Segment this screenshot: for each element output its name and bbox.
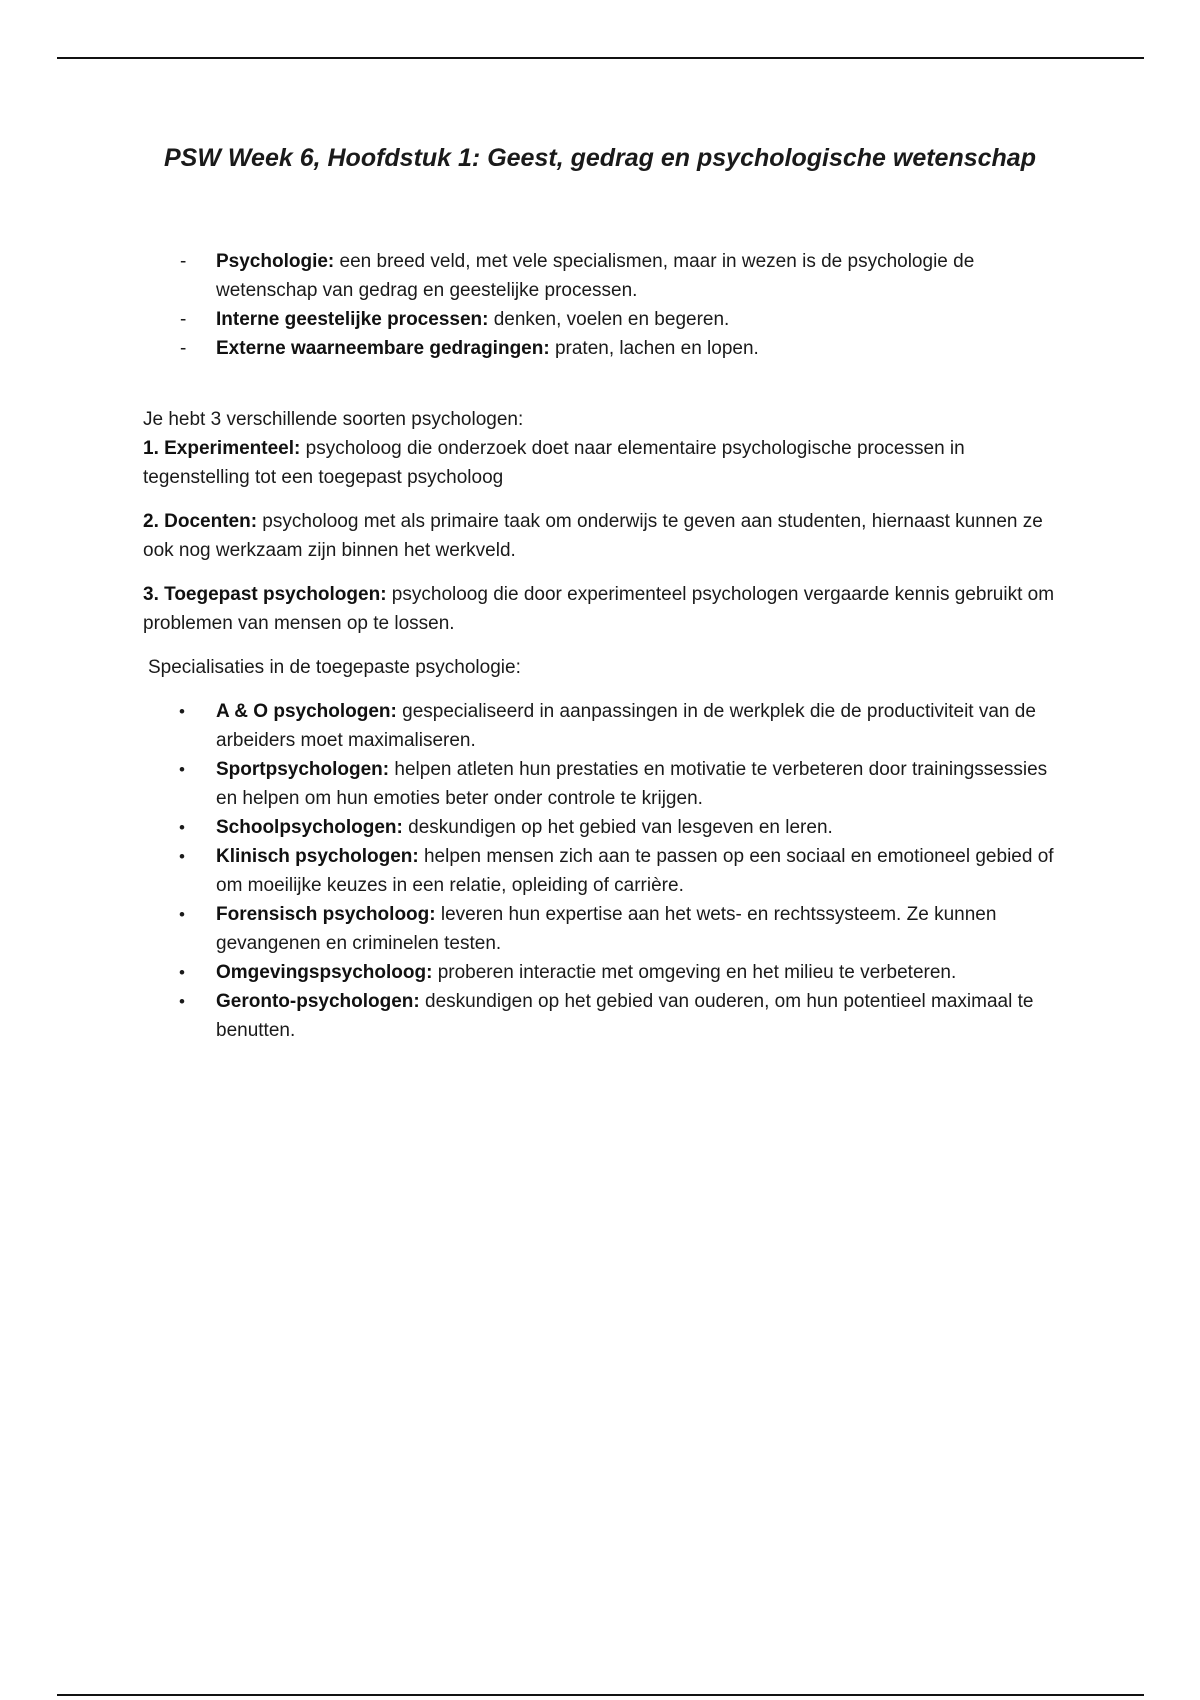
bullet-marker: •: [179, 992, 185, 1011]
specialization-list: [143, 697, 1063, 1045]
bullet-marker: •: [179, 818, 185, 837]
bullet-marker: •: [179, 963, 185, 982]
definition-item-externe-gedragingen: [180, 334, 1063, 363]
specialization-item-school: [179, 813, 1063, 842]
bullet-marker: •: [179, 702, 185, 721]
types-intro-text: Je hebt 3 verschillende soorten psychologen:: [143, 409, 524, 430]
specializations-heading: Specialisaties in de toegepaste psychologie:: [148, 657, 521, 678]
bullet-marker: •: [179, 760, 185, 779]
document-title: PSW Week 6, Hoofdstuk 1: Geest, gedrag en psychologische wetenschap: [164, 144, 1036, 172]
definition-term: Externe waarneembare gedragingen:: [216, 338, 550, 359]
specialization-text: helpen mensen zich aan te passen op een sociaal en emotioneel gebied of om moeilijke keuzes in een relatie, opleiding of carrière.: [216, 846, 1054, 896]
specialization-term: Geronto-psychologen:: [216, 991, 420, 1012]
dash-marker: -: [180, 309, 187, 330]
definition-text: praten, lachen en lopen.: [549, 338, 759, 359]
specialization-term: Forensisch psycholoog:: [216, 904, 436, 925]
type-item-docenten: [143, 507, 1063, 565]
specialization-text: leveren hun expertise aan het wets- en rechtssysteem. Ze kunnen gevangenen en criminelen testen.: [216, 904, 997, 954]
document-body: [143, 247, 1063, 1045]
type-text: psycholoog die door experimenteel psychologen vergaarde kennis gebruikt om problemen van mensen op te lossen.: [143, 584, 1055, 634]
specialization-text: gespecialiseerd in aanpassingen in de werkplek die de productiviteit van de arbeiders moet maximaliseren.: [216, 701, 1036, 751]
definition-item-psychologie: [180, 247, 1063, 305]
type-item-toegepast: [143, 580, 1063, 638]
specialization-term: Omgevingspsycholoog:: [216, 962, 433, 983]
bullet-marker: •: [179, 905, 185, 924]
dash-marker: -: [180, 338, 187, 359]
type-term: 2. Docenten:: [143, 511, 258, 532]
specialization-term: A & O psychologen:: [216, 701, 397, 722]
specialization-item-geronto: [179, 987, 1063, 1045]
type-text: psycholoog met als primaire taak om onderwijs te geven aan studenten, hiernaast kunnen ze ook nog werkzaam zijn binnen het werkveld.: [143, 511, 1043, 561]
definition-list: [143, 247, 1063, 363]
specialization-text: deskundigen op het gebied van lesgeven en leren.: [402, 817, 833, 838]
specialization-term: Schoolpsychologen:: [216, 817, 403, 838]
specialization-item-ao: [179, 697, 1063, 755]
specialization-term: Klinisch psychologen:: [216, 846, 419, 867]
definition-item-interne-processen: [180, 305, 1063, 334]
types-intro: [143, 405, 1063, 434]
type-term: 1. Experimenteel:: [143, 438, 301, 459]
specialization-item-omgeving: [179, 958, 1063, 987]
specialization-term: Sportpsychologen:: [216, 759, 390, 780]
specialization-item-sport: [179, 755, 1063, 813]
type-text: psycholoog die onderzoek doet naar elementaire psychologische processen in tegenstelling tot een toegepast psycholoog: [143, 438, 965, 488]
definition-text: denken, voelen en begeren.: [488, 309, 730, 330]
definition-text: een breed veld, met vele specialismen, maar in wezen is de psychologie de wetenschap van gedrag en geestelijke processen.: [216, 251, 975, 301]
footer-rule: [57, 1694, 1144, 1696]
header-rule: [57, 57, 1144, 59]
specialization-item-klinisch: [179, 842, 1063, 900]
dash-marker: -: [180, 251, 187, 272]
specialization-item-forensisch: [179, 900, 1063, 958]
specialization-text: deskundigen op het gebied van ouderen, om hun potentieel maximaal te benutten.: [216, 991, 1034, 1041]
specialization-text: helpen atleten hun prestaties en motivatie te verbeteren door trainingssessies en helpen om hun emoties beter onder controle te krijgen.: [216, 759, 1048, 809]
definition-term: Psychologie:: [216, 251, 335, 272]
definition-term: Interne geestelijke processen:: [216, 309, 489, 330]
specialization-text: proberen interactie met omgeving en het milieu te verbeteren.: [432, 962, 957, 983]
type-item-experimenteel: [143, 434, 1063, 492]
type-term: 3. Toegepast psychologen:: [143, 584, 387, 605]
bullet-marker: •: [179, 847, 185, 866]
